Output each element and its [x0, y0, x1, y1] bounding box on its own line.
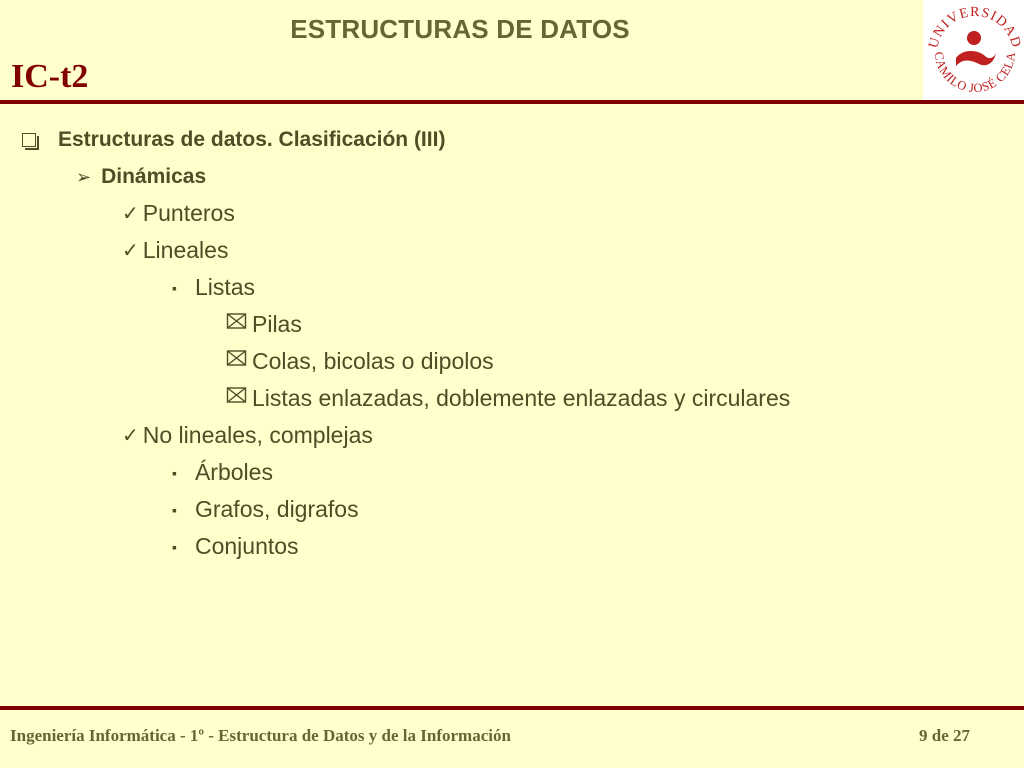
list-item: [122, 422, 373, 449]
list-item: [226, 348, 494, 375]
list-item: [122, 237, 228, 264]
list-item: [22, 128, 445, 152]
list-item-text: Colas, bicolas o dipolos: [252, 348, 494, 374]
university-logo: [923, 0, 1024, 104]
arrow-bullet-icon: ➢: [76, 166, 92, 187]
check-bullet-icon: ✓: [122, 240, 139, 262]
logo-text-top: UNIVERSIDAD: [926, 4, 1024, 50]
small-square-bullet-icon: ▪: [172, 538, 177, 555]
list-item-text: Listas enlazadas, doblemente enlazadas y circulares: [252, 385, 791, 411]
list-item-text: Lineales: [142, 237, 229, 263]
list-item-text: Árboles: [194, 459, 273, 485]
square-bullet-icon: [22, 133, 36, 147]
logo-text-bottom: CAMILO JOSÉ CELA: [931, 50, 1019, 96]
list-item-text: No lineales, complejas: [142, 422, 373, 448]
page-number: 9 de 27: [919, 726, 970, 745]
header-divider: [0, 100, 1024, 104]
footer-course-info: Ingeniería Informática - 1º - Estructura de Datos y de la Información: [10, 726, 511, 745]
small-square-bullet-icon: ▪: [172, 501, 177, 518]
list-item: [76, 165, 206, 189]
list-item: [122, 200, 235, 227]
list-item: [172, 496, 359, 523]
list-item-text: Grafos, digrafos: [194, 496, 359, 522]
list-item: [226, 311, 302, 338]
list-item-text: Conjuntos: [194, 533, 299, 559]
list-item-text: Listas: [194, 274, 256, 300]
list-item: [172, 274, 255, 301]
list-item-text: Dinámicas: [101, 165, 207, 188]
university-seal-icon: [923, 0, 1024, 104]
crossed-box-bullet-icon: [226, 348, 250, 375]
list-item-text: Estructuras de datos. Clasificación (III): [58, 128, 446, 151]
list-item: [226, 385, 790, 412]
small-square-bullet-icon: ▪: [172, 464, 177, 481]
check-bullet-icon: ✓: [122, 203, 139, 225]
crossed-box-bullet-icon: [226, 385, 250, 412]
course-title: ESTRUCTURAS DE DATOS: [290, 14, 630, 44]
crossed-box-bullet-icon: [226, 311, 250, 338]
list-item: [172, 533, 299, 560]
list-item-text: Pilas: [252, 311, 302, 337]
small-square-bullet-icon: ▪: [172, 279, 177, 296]
slide-code: IC-t2: [11, 58, 89, 95]
check-bullet-icon: ✓: [122, 425, 139, 447]
list-item: [172, 459, 273, 486]
list-item-text: Punteros: [142, 200, 235, 226]
footer-divider: [0, 706, 1024, 710]
